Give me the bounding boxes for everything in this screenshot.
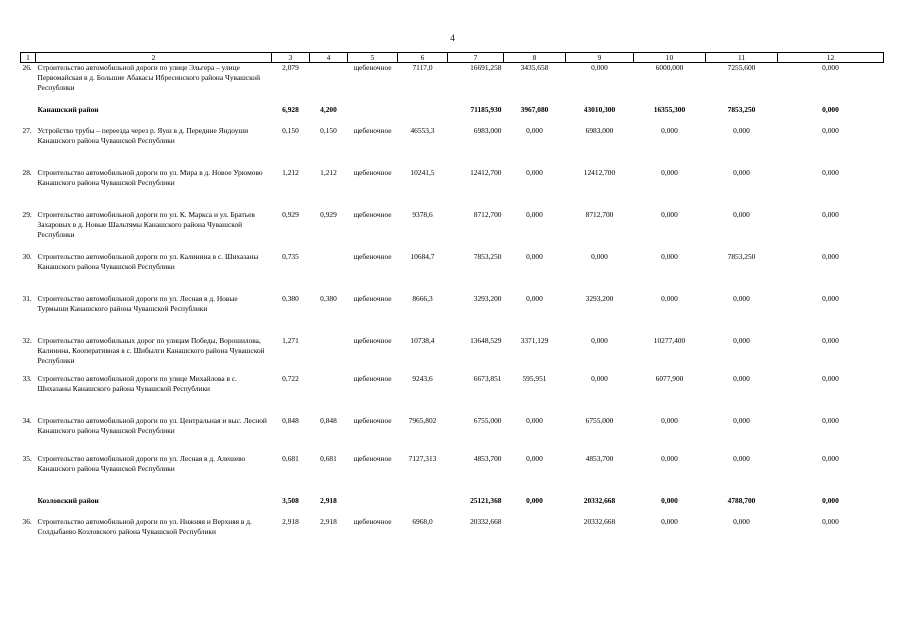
year-2014: 6755,000 [585, 415, 614, 425]
row-number: 29. [22, 209, 32, 219]
row-number [21, 105, 36, 126]
cost-per-km: 10684,7 [410, 251, 435, 261]
length-total: 0,848 [282, 415, 299, 425]
year-2014: 12412,700 [583, 167, 616, 177]
year-2015: 0,000 [661, 125, 678, 135]
row-description: Строительство автомобильной дороги по ул. Калинина в с. Шихазаны Канашского района Чувашской Республики [37, 251, 259, 271]
row-number: 28. [22, 167, 32, 177]
column-header: 8 [504, 53, 566, 63]
year-2013: 0,000 [526, 209, 543, 219]
row-description: Канашский район [37, 104, 99, 114]
total-cost: 25121,368 [470, 495, 502, 505]
surface-type: щебеночное [353, 373, 392, 383]
length-new [310, 63, 348, 105]
table-row [21, 63, 884, 105]
table-row [21, 252, 884, 294]
year-2013: 0,000 [526, 125, 543, 135]
year-2016: 0,000 [733, 293, 750, 303]
table-row [21, 517, 884, 565]
year-2017: 0,000 [822, 495, 839, 505]
row-description: Строительство автомобильных дорог по улицам Победы, Ворошилова, Калинина, Кооперативная в с. Шибылги Канашского района Чувашской Республики [37, 335, 265, 365]
year-2014: 0,000 [591, 251, 608, 261]
year-2017: 0,000 [822, 293, 839, 303]
year-2016: 0,000 [733, 373, 750, 383]
surface-type [348, 496, 398, 517]
length-new: 0,681 [320, 453, 337, 463]
total-cost: 6755,000 [473, 415, 502, 425]
year-2015: 0,000 [661, 209, 678, 219]
year-2015: 16355,300 [653, 104, 686, 114]
year-2017: 0,000 [822, 335, 839, 345]
length-total: 3,508 [282, 495, 299, 505]
year-2013: 3371,129 [520, 335, 549, 345]
length-new [310, 252, 348, 294]
year-2014: 0,000 [591, 63, 608, 72]
column-header: 6 [398, 53, 448, 63]
total-cost: 6983,000 [473, 125, 502, 135]
surface-type: щебеночное [353, 63, 392, 72]
total-cost: 13648,529 [470, 335, 502, 345]
year-2015: 0,000 [661, 293, 678, 303]
row-number: 36. [22, 516, 32, 526]
row-number: 33. [22, 373, 32, 383]
length-new: 2,918 [320, 495, 337, 505]
total-cost: 6673,851 [473, 373, 502, 383]
column-header: 10 [634, 53, 706, 63]
column-header: 5 [348, 53, 398, 63]
row-description: Строительство автомобильной дороги по ул. К. Маркса и ул. Братьев Захаровых в д. Новые Шальтямы Канашского района Чувашской Республики [37, 209, 255, 239]
year-2013: 0,000 [526, 293, 543, 303]
total-cost: 7853,250 [473, 251, 502, 261]
cost-per-km: 10738,4 [410, 335, 435, 345]
surface-type: щебеночное [353, 335, 392, 345]
length-new [310, 374, 348, 416]
cost-per-km: 7117,0 [412, 63, 433, 72]
row-description: Строительство автомобильной дороги по улице Михайлова в с. Шихазаны Канашского района Чувашской Республики [37, 373, 237, 393]
year-2016: 0,000 [733, 125, 750, 135]
cost-per-km: 6968,0 [412, 516, 433, 526]
surface-type: щебеночное [353, 453, 392, 463]
year-2016: 0,000 [733, 209, 750, 219]
surface-type [348, 105, 398, 126]
table-row [21, 294, 884, 336]
column-number-row [21, 53, 884, 63]
cost-per-km: 8666,3 [412, 293, 433, 303]
table-row [21, 168, 884, 210]
year-2013: 0,000 [526, 251, 543, 261]
year-2016: 7255,600 [727, 63, 756, 72]
year-2017: 0,000 [822, 104, 839, 114]
year-2015: 0,000 [661, 251, 678, 261]
length-total: 1,212 [282, 167, 299, 177]
year-2017: 0,000 [822, 251, 839, 261]
year-2013: 0,000 [526, 495, 543, 505]
surface-type: щебеночное [353, 516, 392, 526]
year-2017: 0,000 [822, 373, 839, 383]
row-number: 31. [22, 293, 32, 303]
row-number: 30. [22, 251, 32, 261]
row-number [21, 496, 36, 517]
length-total: 0,380 [282, 293, 299, 303]
year-2015: 0,000 [661, 495, 678, 505]
cost-per-km: 7965,802 [408, 415, 437, 425]
total-cost: 12412,700 [470, 167, 502, 177]
year-2016: 0,000 [733, 453, 750, 463]
row-description: Устройство трубы – переезда через р. Яуш в д. Передние Яндоуши Канашского района Чувашской Республики [37, 125, 249, 145]
table-row [21, 210, 884, 252]
year-2015: 6077,900 [655, 373, 684, 383]
length-total: 0,929 [282, 209, 299, 219]
column-header: 7 [448, 53, 504, 63]
length-total: 6,928 [282, 104, 299, 114]
surface-type: щебеночное [353, 251, 392, 261]
year-2015: 10277,400 [653, 335, 686, 345]
year-2014: 20332,668 [583, 516, 616, 526]
year-2014: 20332,668 [583, 495, 616, 505]
year-2017: 0,000 [822, 125, 839, 135]
year-2014: 8712,700 [585, 209, 614, 219]
length-new: 0,150 [320, 125, 337, 135]
surface-type: щебеночное [353, 167, 392, 177]
row-number: 34. [22, 415, 32, 425]
length-total: 0,722 [282, 373, 299, 383]
year-2014: 3293,200 [585, 293, 614, 303]
length-new: 0,848 [320, 415, 337, 425]
year-2013: 3967,080 [520, 104, 549, 114]
surface-type: щебеночное [353, 209, 392, 219]
surface-type: щебеночное [353, 415, 392, 425]
length-total: 0,735 [282, 251, 299, 261]
year-2014: 0,000 [591, 335, 608, 345]
year-2014: 43010,300 [583, 104, 616, 114]
cost-per-km [398, 496, 448, 517]
cost-per-km [398, 105, 448, 126]
district-subtotal-row [21, 496, 884, 517]
row-description: Козловский район [37, 495, 99, 505]
road-construction-table [20, 52, 884, 565]
table-row [21, 374, 884, 416]
table-row [21, 416, 884, 454]
year-2016: 0,000 [733, 415, 750, 425]
row-description: Строительство автомобильной дороги по ул. Мира в д. Новое Урюмово Канашского района Чувашской Республики [37, 167, 263, 187]
column-header: 1 [21, 53, 36, 63]
year-2013: 0,000 [526, 453, 543, 463]
year-2015: 0,000 [661, 453, 678, 463]
length-total: 1,271 [282, 335, 299, 345]
year-2016: 7853,250 [727, 104, 756, 114]
column-header: 9 [566, 53, 634, 63]
row-description: Строительство автомобильной дороги по ул. Лесная в д. Новые Турмыши Канашского района Чувашской Республики [37, 293, 238, 313]
year-2015: 0,000 [661, 167, 678, 177]
table-body [21, 63, 884, 565]
year-2013: 595,951 [522, 373, 547, 383]
total-cost: 8712,700 [473, 209, 502, 219]
year-2016: 4788,700 [727, 495, 756, 505]
column-header: 11 [706, 53, 778, 63]
row-description: Строительство автомобильной дороги по улице Эльгера – улице Первомайская в д. Большие Абакасы Ибресинского района Чувашской Республики [37, 63, 261, 93]
total-cost: 71185,930 [470, 104, 502, 114]
year-2015: 0,000 [661, 415, 678, 425]
total-cost: 3293,200 [473, 293, 502, 303]
length-total: 0,681 [282, 453, 299, 463]
length-total: 2,918 [282, 516, 299, 526]
length-new [310, 336, 348, 374]
table-row [21, 336, 884, 374]
year-2013: 0,000 [526, 167, 543, 177]
year-2017: 0,000 [822, 453, 839, 463]
year-2013: 3435,658 [520, 63, 549, 72]
column-header: 3 [272, 53, 310, 63]
year-2014: 6983,000 [585, 125, 614, 135]
year-2016: 0,000 [733, 335, 750, 345]
district-subtotal-row [21, 105, 884, 126]
total-cost: 20332,668 [470, 516, 502, 526]
total-cost: 16691,258 [470, 63, 502, 72]
row-number: 26. [22, 63, 32, 72]
year-2013: 0,000 [526, 415, 543, 425]
year-2016: 0,000 [733, 167, 750, 177]
row-description: Строительство автомобильной дороги по ул. Лесная в д. Алешево Канашского района Чувашской Республики [37, 453, 246, 473]
column-header: 12 [778, 53, 884, 63]
year-2017: 0,000 [822, 209, 839, 219]
year-2015: 0,000 [661, 516, 678, 526]
column-header: 2 [36, 53, 272, 63]
page-number: 4 [450, 33, 455, 43]
row-number: 32. [22, 335, 32, 345]
length-new: 2,918 [320, 516, 337, 526]
cost-per-km: 9378,6 [412, 209, 433, 219]
year-2017: 0,000 [822, 516, 839, 526]
length-total: 0,150 [282, 125, 299, 135]
length-new: 0,380 [320, 293, 337, 303]
table-row [21, 454, 884, 496]
row-description: Строительство автомобильной дороги по ул. Центральная и выс. Лесной Канашского района Чувашской Республики [37, 415, 267, 435]
cost-per-km: 7127,313 [408, 453, 437, 463]
year-2015: 6000,000 [655, 63, 684, 72]
column-header: 4 [310, 53, 348, 63]
row-description: Строительство автомобильной дороги по ул. Нижняя и Верхняя в д. Солдыбаево Козловского района Чувашской Республики [37, 516, 252, 536]
length-total: 2,079 [282, 63, 299, 72]
row-number: 35. [22, 453, 32, 463]
year-2014: 0,000 [591, 373, 608, 383]
year-2016: 0,000 [733, 516, 750, 526]
year-2013 [504, 517, 566, 565]
length-new: 4,200 [320, 104, 337, 114]
surface-type: щебеночное [353, 293, 392, 303]
cost-per-km: 9243,6 [412, 373, 433, 383]
year-2014: 4853,700 [585, 453, 614, 463]
length-new: 0,929 [320, 209, 337, 219]
row-number: 27. [22, 125, 32, 135]
year-2017: 0,000 [822, 415, 839, 425]
length-new: 1,212 [320, 167, 337, 177]
year-2017: 0,000 [822, 63, 839, 72]
year-2017: 0,000 [822, 167, 839, 177]
table-row [21, 126, 884, 168]
cost-per-km: 46553,3 [410, 125, 435, 135]
surface-type: щебеночное [353, 125, 392, 135]
year-2016: 7853,250 [727, 251, 756, 261]
total-cost: 4853,700 [473, 453, 502, 463]
cost-per-km: 10241,5 [410, 167, 435, 177]
